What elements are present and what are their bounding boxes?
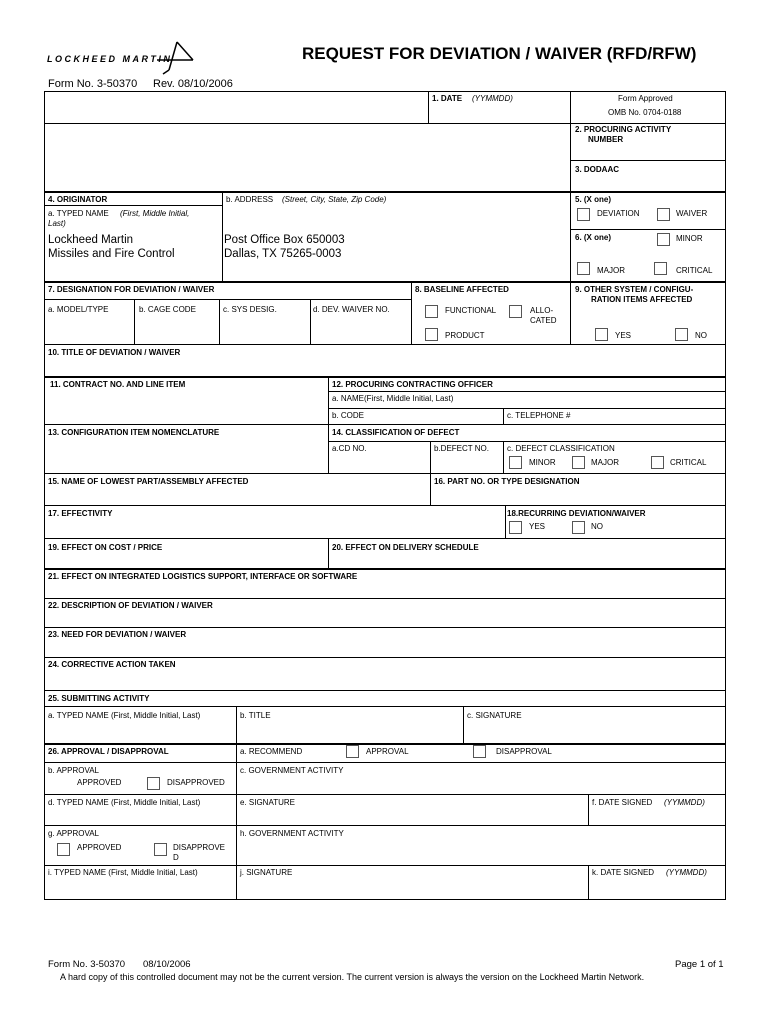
defect-major-label: MAJOR [591, 458, 619, 467]
major-checkbox[interactable] [577, 262, 590, 275]
other-items-no-checkbox[interactable] [675, 328, 688, 341]
field-7-label: 7. DESIGNATION FOR DEVIATION / WAIVER [48, 285, 215, 294]
defect-minor-checkbox[interactable] [509, 456, 522, 469]
deviation-label: DEVIATION [597, 209, 640, 218]
field-4b-hint: (Street, City, State, Zip Code) [282, 195, 387, 204]
field-12b-label: b. CODE [332, 411, 365, 420]
originator-name-line1[interactable]: Lockheed Martin [48, 234, 134, 246]
field-26j-label: j. SIGNATURE [240, 868, 293, 877]
field-4-label: 4. ORIGINATOR [48, 195, 108, 204]
recurring-no-label: NO [591, 522, 603, 531]
approval-g-approved-checkbox[interactable] [57, 843, 70, 856]
critical-label: CRITICAL [676, 266, 713, 275]
field-1-date-label: 1. DATE [432, 94, 463, 103]
field-14a-label: a.CD NO. [332, 444, 367, 453]
field-1-date-input[interactable] [429, 104, 569, 122]
omb-line2: OMB No. 0704-0188 [608, 108, 682, 117]
footer-notice: A hard copy of this controlled document may not be the current version. The current version is always the version on the Lockheed Martin Network. [60, 972, 645, 982]
field-26b-label: b. APPROVAL [48, 766, 99, 775]
field-7d-label: d. DEV. WAIVER NO. [313, 305, 390, 314]
field-6-label: 6. (X one) [575, 233, 612, 242]
recommend-approval-label: APPROVAL [366, 747, 409, 756]
field-25b-label: b. TITLE [240, 711, 271, 720]
lockheed-martin-logo [47, 40, 192, 78]
field-26f-label: f. DATE SIGNED [592, 798, 653, 807]
field-17-label: 17. EFFECTIVITY [48, 509, 113, 518]
field-9-label-2: RATION ITEMS AFFECTED [591, 295, 693, 304]
field-2-label: 2. PROCURING ACTIVITY [575, 125, 672, 134]
address-line1[interactable]: Post Office Box 650003 [224, 234, 345, 246]
field-26i-label: i. TYPED NAME (First, Middle Initial, Last) [48, 868, 198, 877]
minor-checkbox[interactable] [657, 233, 670, 246]
field-8-label: 8. BASELINE AFFECTED [415, 285, 509, 294]
field-19-label: 19. EFFECT ON COST / PRICE [48, 543, 163, 552]
recurring-yes-checkbox[interactable] [509, 521, 522, 534]
defect-critical-label: CRITICAL [670, 458, 707, 467]
field-14b-label: b.DEFECT NO. [434, 444, 489, 453]
field-14-label: 14. CLASSIFICATION OF DEFECT [332, 428, 460, 437]
field-12c-label: c. TELEPHONE # [507, 411, 571, 420]
field-7a-label: a. MODEL/TYPE [48, 305, 109, 314]
field-7b-label: b. CAGE CODE [139, 305, 196, 314]
recommend-disapproval-checkbox[interactable] [473, 745, 486, 758]
field-10-label: 10. TITLE OF DEVIATION / WAIVER [48, 348, 181, 357]
allocated-label: ALLO- [530, 306, 554, 315]
deviation-checkbox[interactable] [577, 208, 590, 221]
field-14c-label: c. DEFECT CLASSIFICATION [507, 444, 615, 453]
field-26g-disapproved-label-2: D [173, 853, 179, 862]
address-line2[interactable]: Dallas, TX 75265-0003 [224, 248, 342, 260]
field-26k-label: k. DATE SIGNED [592, 868, 655, 877]
field-13-label: 13. CONFIGURATION ITEM NOMENCLATURE [48, 428, 220, 437]
field-26e-label: e. SIGNATURE [240, 798, 295, 807]
logo-text: LOCKHEED MARTIN [47, 54, 173, 64]
field-4a-hint: (First, Middle Initial, [120, 209, 190, 218]
field-26-label: 26. APPROVAL / DISAPPROVAL [48, 747, 169, 756]
form-number: Form No. 3-50370 [48, 78, 138, 90]
field-26a-label: a. RECOMMEND [240, 747, 303, 756]
functional-label: FUNCTIONAL [445, 306, 497, 315]
field-7c-label: c. SYS DESIG. [223, 305, 277, 314]
field-23-label: 23. NEED FOR DEVIATION / WAIVER [48, 630, 187, 639]
waiver-checkbox[interactable] [657, 208, 670, 221]
product-label: PRODUCT [445, 331, 485, 340]
field-9-label: 9. OTHER SYSTEM / CONFIGU- [575, 285, 694, 294]
allocated-label-2: CATED [530, 316, 557, 325]
revision-date: Rev. 08/10/2006 [153, 78, 233, 90]
originator-name-line2[interactable]: Missiles and Fire Control [48, 248, 175, 260]
field-26f-format: (YYMMDD) [664, 798, 705, 807]
field-21-label: 21. EFFECT ON INTEGRATED LOGISTICS SUPPORT, INTERFACE OR SOFTWARE [48, 572, 358, 581]
defect-minor-label: MINOR [529, 458, 556, 467]
field-26d-label: d. TYPED NAME (First, Middle Initial, Last) [48, 798, 201, 807]
recommend-disapproval-label: DISAPPROVAL [496, 747, 552, 756]
allocated-checkbox[interactable] [509, 305, 522, 318]
field-22-label: 22. DESCRIPTION OF DEVIATION / WAIVER [48, 601, 213, 610]
field-12a-label: a. NAME(First, Middle Initial, Last) [332, 394, 454, 403]
other-items-yes-checkbox[interactable] [595, 328, 608, 341]
footer-form-number: Form No. 3-50370 [48, 959, 126, 970]
other-items-yes-label: YES [615, 331, 632, 340]
field-26b-approved-label: APPROVED [77, 778, 122, 787]
field-26g-label: g. APPROVAL [48, 829, 99, 838]
defect-critical-checkbox[interactable] [651, 456, 664, 469]
critical-checkbox[interactable] [654, 262, 667, 275]
field-1-date-format: (YYMMDD) [472, 94, 513, 103]
field-11-label: 11. CONTRACT NO. AND LINE ITEM [50, 380, 186, 389]
omb-line1: Form Approved [618, 94, 673, 103]
star-icon [155, 40, 195, 76]
field-26c-label: c. GOVERNMENT ACTIVITY [240, 766, 344, 775]
field-5-label: 5. (X one) [575, 195, 612, 204]
major-label: MAJOR [597, 266, 625, 275]
field-4a-hint-2: Last) [48, 219, 66, 228]
field-24-label: 24. CORRECTIVE ACTION TAKEN [48, 660, 176, 669]
field-25-label: 25. SUBMITTING ACTIVITY [48, 694, 150, 703]
field-20-label: 20. EFFECT ON DELIVERY SCHEDULE [332, 543, 479, 552]
other-items-no-label: NO [695, 331, 707, 340]
minor-label: MINOR [676, 234, 703, 243]
field-12-label: 12. PROCURING CONTRACTING OFFICER [332, 380, 493, 389]
field-26h-label: h. GOVERNMENT ACTIVITY [240, 829, 344, 838]
waiver-label: WAIVER [676, 209, 708, 218]
field-16-label: 16. PART NO. OR TYPE DESIGNATION [434, 477, 580, 486]
field-26k-format: (YYMMDD) [666, 868, 707, 877]
defect-major-checkbox[interactable] [572, 456, 585, 469]
field-15-label: 15. NAME OF LOWEST PART/ASSEMBLY AFFECTED [48, 477, 249, 486]
field-26g-disapproved-label: DISAPPROVE [173, 843, 226, 852]
functional-checkbox[interactable] [425, 305, 438, 318]
product-checkbox[interactable] [425, 328, 438, 341]
recurring-yes-label: YES [529, 522, 546, 531]
field-18-label: 18.RECURRING DEVIATION/WAIVER [507, 509, 646, 518]
page-title: REQUEST FOR DEVIATION / WAIVER (RFD/RFW) [302, 44, 697, 63]
field-2-label-2: NUMBER [588, 135, 624, 144]
field-25a-label: a. TYPED NAME (First, Middle Initial, Last) [48, 711, 201, 720]
footer-date: 08/10/2006 [143, 959, 191, 970]
recurring-no-checkbox[interactable] [572, 521, 585, 534]
field-26b-disapproved-label: DISAPPROVED [167, 778, 225, 787]
recommend-approval-checkbox[interactable] [346, 745, 359, 758]
field-4a-label: a. TYPED NAME [48, 209, 109, 218]
field-4b-label: b. ADDRESS [226, 195, 274, 204]
approval-b-disapproved-checkbox[interactable] [147, 777, 160, 790]
footer-page-number: Page 1 of 1 [675, 959, 724, 970]
field-3-label: 3. DODAAC [575, 165, 620, 174]
field-25c-label: c. SIGNATURE [467, 711, 522, 720]
approval-g-disapproved-checkbox[interactable] [154, 843, 167, 856]
field-26g-approved-label: APPROVED [77, 843, 122, 852]
